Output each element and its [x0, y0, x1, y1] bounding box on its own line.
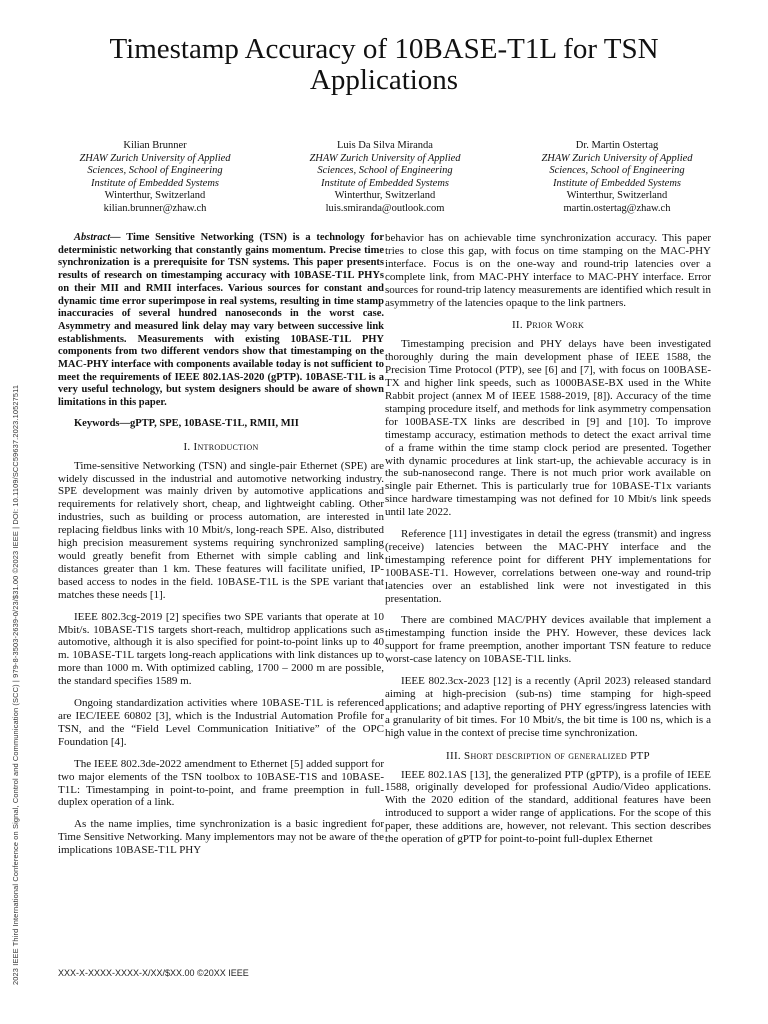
paragraph: Reference [11] investigates in detail the egress (transmit) and ingress (receive) latencies between the MAC-PHY interface and the timestamping reference point for different PHY implementations for 100BASE-T1. However, correlations between one-way and round-trip latencies over an established link were not investigated in this presentation. — [385, 528, 711, 605]
author-block-3 — [517, 140, 717, 216]
paragraph: IEEE 802.3cx-2023 [12] is a recently (April 2023) released standard aiming at high-precision (sub-ns) time stamping for high-speed applications; and adaptive reporting of PHY egress/ingress latencies with a granularity of bit times. For 10 Mbit/s, the bit time is 100 ns, which is a high value in the context of precise time synchronization. — [385, 675, 711, 739]
author-affiliation: Sciences, School of Engineering — [549, 165, 685, 177]
author-block-2 — [285, 140, 485, 216]
paragraph: As the name implies, time synchronization is a basic ingredient for Time Sensitive Networking. Many implementors may not be aware of the implications 10BASE-T1L PHY — [58, 818, 384, 857]
author-affiliation: Sciences, School of Engineering — [317, 165, 453, 177]
paragraph: The IEEE 802.3de-2022 amendment to Ethernet [5] added support for two major elements of the TSN toolbox to 10BASE-T1S and 10BASE-T1L: Timestamping in point-to-point, and frame preemption in full-duplex operation of a link. — [58, 757, 384, 809]
author-affiliation: ZHAW Zurich University of Applied — [79, 152, 231, 164]
paragraph: Time-sensitive Networking (TSN) and single-pair Ethernet (SPE) are widely discussed in the industrial and automotive networking industry. SPE development was mainly driven by automotive applications and requirements for relatively short, cheap, and lightweight cabling. Other industries, such as building or process automation, are interested in replacing fieldbus links with 10 Mbit/s, long-reach SPE. Also, distributed high precision measurement systems requiring synchronized sampling would greatly benefit from Ethernet with simple cabling and link distances greater than 1 km. These features will facilitate unified, IP-based access to nodes in the field. 10BASE-T1L is the SPE variant that matches these needs [1]. — [58, 459, 384, 601]
section-heading-prior-work: II. Prior Work — [511, 319, 585, 332]
author-name: Kilian Brunner — [123, 140, 187, 151]
paragraph: Ongoing standardization activities where 10BASE-T1L is referenced are IEC/IEEE 60802 [3], which is the Industrial Automation Profile for TSN, and the “Field Level Communication Initiative” of the OPC Foundation [4]. — [58, 697, 384, 748]
author-name: Dr. Martin Ostertag — [575, 140, 659, 151]
author-affiliation: Institute of Embedded Systems — [90, 177, 219, 189]
abstract-body: Time Sensitive Networking (TSN) is a technology for deterministic networking that constantly gains momentum. Precise time synchronization is a prerequisite for TSN systems. This paper presents results of research on timestamping accuracy with 10BASE-T1L PHYs on their MII and RMII interfaces. Various sources for constant and dynamic time error superimpose in real systems, resulting in time stamp inaccuracies of several hundred nanoseconds in the worst case. Asymmetry and measured link delay may vary between successive link establishments. Measurements with existing 10BASE-T1L PHY components from two different vendors show that timestamping on the MAC-PHY interface with components available today is not sufficient to meet the requirements of IEEE 802.1AS-2020 (gPTP). 10BASE-T1L is a very useful technology, but system designers should be aware of shown limitations in this paper. — [58, 232, 384, 409]
footer-copyright: XXX-X-XXXX-XXXX-X/XX/$XX.00 ©20XX IEEE — [58, 968, 249, 978]
section-heading-introduction: I. Introduction — [183, 440, 259, 453]
author-city: Winterthur, Switzerland — [104, 190, 206, 202]
paragraph: IEEE 802.1AS [13], the generalized PTP (gPTP), is a profile of IEEE 1588, originally developed for professional Audio/Video applications. With the 2020 edition of the standard, additional features have been introduced to support a wider range of applications. For the scope of this paper, these additions are, however, not relevant. This section describes the operation of gPTP for point-to-point full-duplex Ethernet — [385, 768, 711, 846]
paragraph: behavior has on achievable time synchronization accuracy. This paper tries to close this gap, with focus on time stamping on the MAC-PHY interface. Focus is on the one-way and round-trip latencies over a complete link, from MAC-PHY interface to MAC-PHY interface. Error sources for round-trip latency measurements are identified which result in asymmetry of the latencies opaque to the link partners. — [385, 232, 711, 309]
author-affiliation: Institute of Embedded Systems — [320, 177, 449, 189]
author-name: Luis Da Silva Miranda — [337, 140, 433, 151]
author-affiliation: ZHAW Zurich University of Applied — [541, 152, 693, 164]
paragraph: IEEE 802.3cg-2019 [2] specifies two SPE variants that operate at 10 Mbit/s. 10BASE-T1S targets short-reach, multidrop applications such as automotive, although it is also specified for point-to-point links up to 40 m. 10BASE-T1L targets long-reach applications with link distances up to more than 1000 m. With optimized cabling, 1700 – 2000 m are possible, the standard specifies 1589 m. — [58, 610, 384, 688]
left-column — [58, 232, 384, 857]
author-affiliation: Institute of Embedded Systems — [552, 177, 681, 189]
paragraph: Timestamping precision and PHY delays have been investigated thoroughly during the main development phase of IEEE 1588, the Precision Time Protocol (PTP), see [6] and [7], with focus on 100BASE-TX and higher link speeds, such as 1000BASE-BX used in the White Rabbit project (annex M of IEEE 1588-2019, [8]). Accuracy of the time stamping procedure itself, and methods for link asymmetry compensation for 100BASE-TX links are described in [9] and [10]. To improve timestamp accuracy, estimation methods to detect the exact arrival time of a frame within the time stamp clock period are presented. Together with dynamic procedures at link start-up, the achievable accuracy is in the sub-nanosecond range. There is not much prior work available on single pair Ethernet. This is particularly true for 10BASE-T1x variants since hardware timestamping was not defined for 10 Mbit/s link speeds until late 2022. — [385, 338, 711, 519]
author-city: Winterthur, Switzerland — [334, 190, 436, 202]
section-heading-gptp: III. Short description of generalized PTP — [446, 749, 650, 762]
abstract — [58, 232, 384, 410]
author-email: luis.smiranda@outlook.com — [325, 202, 445, 214]
paper-title: Timestamp Accuracy of 10BASE-T1L for TSN Applications — [109, 33, 659, 96]
author-affiliation: Sciences, School of Engineering — [87, 165, 223, 177]
right-column — [385, 232, 711, 846]
author-email: martin.ostertag@zhaw.ch — [563, 202, 671, 214]
side-citation: 2023 IEEE Third International Conference on Signal, Control and Communication (SCC) | 979-8-3503-2639-0/23/$31.00 ©2023 IEEE | DOI: 10.1109/SCC59637.2023.10527511 — [11, 384, 20, 985]
author-block-1 — [55, 140, 255, 216]
keywords: Keywords—gPTP, SPE, 10BASE-T1L, RMII, MII — [74, 417, 299, 429]
paragraph: There are combined MAC/PHY devices available that implement a timestamping function inside the PHY. However, these devices lack support for frame preemption, another important TSN feature to reduce worst-case latency on 10BASE-T1L links. — [385, 614, 711, 666]
author-email: kilian.brunner@zhaw.ch — [103, 202, 207, 214]
author-city: Winterthur, Switzerland — [566, 190, 668, 202]
abstract-lead: Abstract— — [74, 232, 121, 243]
author-affiliation: ZHAW Zurich University of Applied — [309, 152, 461, 164]
